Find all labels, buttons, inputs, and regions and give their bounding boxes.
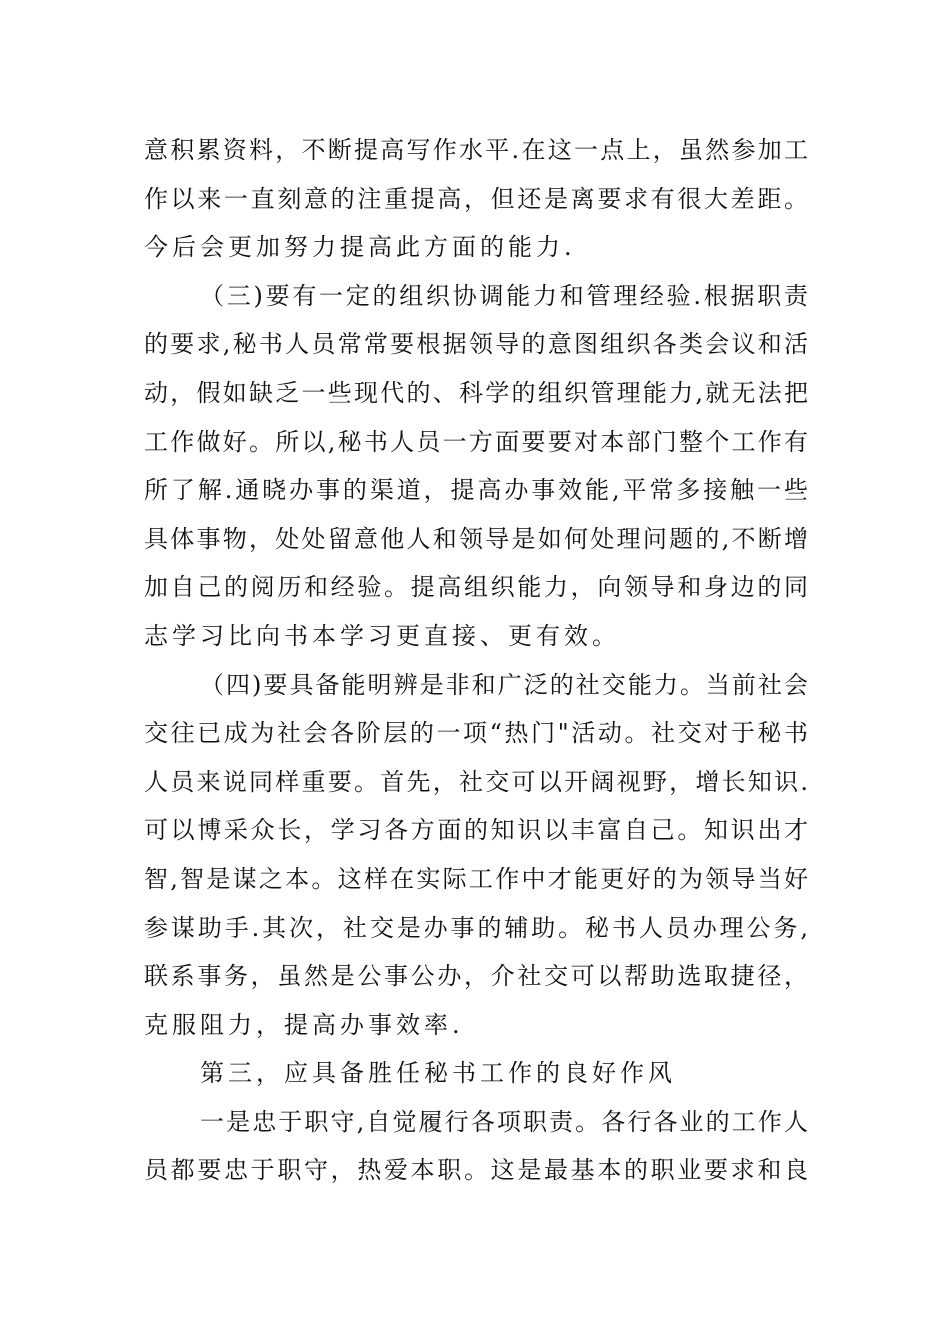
text-line: （三)要有一定的组织协调能力和管理经验.根据职责 [200,281,808,310]
text-line: 参谋助手.其次，社交是办事的辅助。秘书人员办理公务, [144,913,808,942]
text-line: 作以来一直刻意的注重提高，但还是离要求有很大差距。 [144,184,808,213]
text-line: 人员来说同样重要。首先，社交可以开阔视野，增长知识. [144,767,808,796]
text-line: 加自己的阅历和经验。提高组织能力，向领导和身边的同 [144,573,808,602]
text-line: 一是忠于职守,自觉履行各项职责。各行各业的工作人 [200,1107,808,1136]
text-line: 交往已成为社会各阶层的一项“热门"活动。社交对于秘书 [144,719,808,748]
text-line: 动，假如缺乏一些现代的、科学的组织管理能力,就无法把 [144,378,808,407]
text-line: 工作做好。所以,秘书人员一方面要要对本部门整个工作有 [144,427,808,456]
text-line: 的要求,秘书人员常常要根据领导的意图组织各类会议和活 [144,330,808,359]
text-line: （四)要具备能明辨是非和广泛的社交能力。当前社会 [200,670,808,699]
text-line: 今后会更加努力提高此方面的能力. [144,233,576,262]
text-line: 克服阻力，提高办事效率. [144,1010,464,1039]
section-heading: 第三，应具备胜任秘书工作的良好作风 [200,1059,676,1088]
body-text [144,126,808,1195]
text-line: 意积累资料，不断提高写作水平.在这一点上，虽然参加工 [144,136,808,164]
text-line: 智,智是谋之本。这样在实际工作中才能更好的为领导当好 [144,864,808,893]
text-line: 员都要忠于职守，热爱本职。这是最基本的职业要求和良 [144,1156,808,1185]
text-line: 可以博采众长，学习各方面的知识以丰富自己。知识出才 [144,816,808,845]
text-line: 志学习比向书本学习更直接、更有效。 [144,621,620,650]
text-line: 联系事务，虽然是公事公办，介社交可以帮助选取捷径， [144,962,808,991]
text-line: 所了解.通晓办事的渠道，提高办事效能,平常多接触一些 [144,476,808,505]
text-line: 具体事物，处处留意他人和领导是如何处理问题的,不断增 [144,524,808,553]
